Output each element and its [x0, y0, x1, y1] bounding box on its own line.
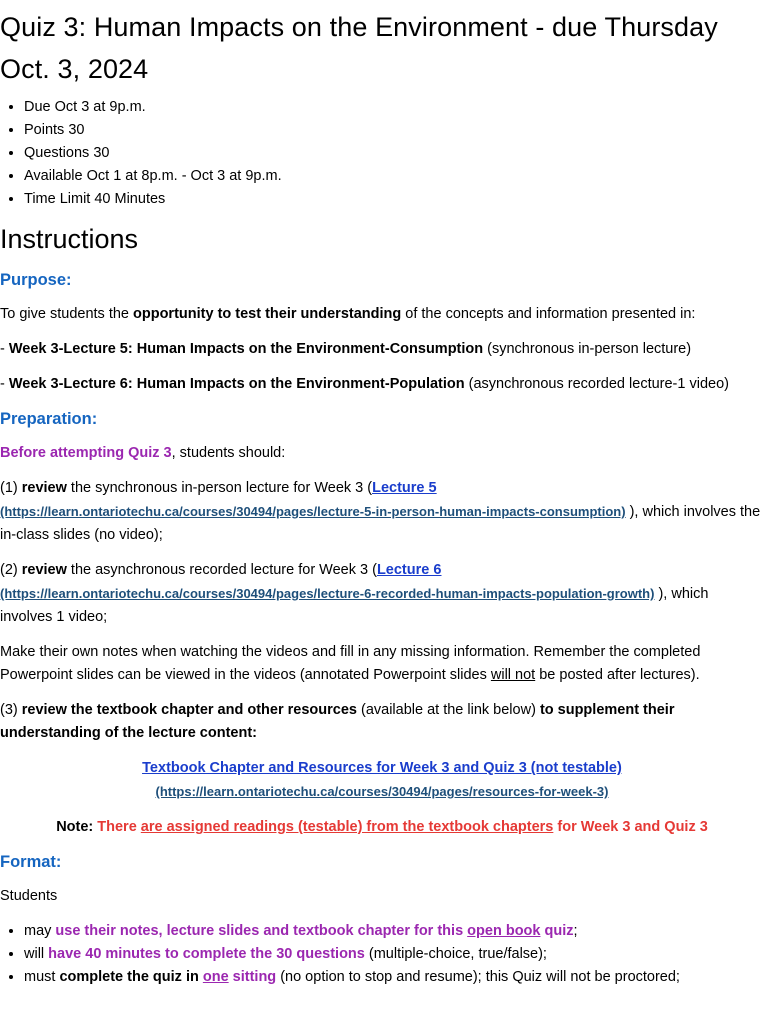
emphasis: complete the quiz in	[59, 969, 203, 985]
purpose-heading: Purpose:	[0, 271, 72, 289]
assigned-readings-note	[0, 816, 764, 839]
text: ;	[573, 923, 578, 939]
text: To give students the	[0, 306, 133, 322]
lecture-type: (asynchronous recorded lecture-1 video)	[464, 376, 729, 392]
preparation-notes	[0, 641, 764, 687]
purpose-intro	[0, 303, 764, 326]
purpose-item-lecture-5	[0, 338, 764, 361]
link-label: Textbook Chapter and Resources for Week 3 and Quiz 3 (not testable)	[142, 760, 622, 776]
text: (multiple-choice, true/false);	[364, 946, 547, 962]
emphasis: Before attempting Quiz 3	[0, 445, 172, 461]
link-label: Lecture 5	[372, 480, 437, 496]
emphasis: review	[21, 480, 67, 496]
text: may	[24, 923, 56, 939]
detail-time-limit: • Time Limit 40 Minutes	[24, 188, 764, 211]
dash: -	[0, 341, 9, 357]
detail-points: • Points 30	[24, 119, 764, 142]
purpose-item-lecture-6	[0, 373, 764, 396]
resources-link-paragraph	[0, 757, 764, 804]
format-item-one-sitting	[24, 966, 764, 989]
step-number: (1)	[0, 480, 22, 496]
emphasis: quiz	[540, 923, 574, 939]
text: the asynchronous recorded lecture for Week 3 (	[66, 562, 377, 578]
quiz-details-list	[0, 96, 764, 211]
detail-due: • Due Oct 3 at 9p.m.	[24, 96, 764, 119]
page-title: Quiz 3: Human Impacts on the Environment - due Thursday Oct. 3, 2024	[0, 12, 718, 84]
note-label: Note:	[56, 819, 98, 835]
preparation-step-3	[0, 699, 764, 745]
text: the synchronous in-person lecture for Week 3 (	[66, 480, 373, 496]
format-students: Students	[0, 888, 58, 904]
text: ), which involves 1 video;	[0, 586, 709, 625]
lecture-title: Week 3-Lecture 5: Human Impacts on the Environment-Consumption	[8, 341, 484, 357]
link-url: (https://learn.ontariotechu.ca/courses/30494/pages/resources-for-week-3)	[155, 784, 609, 799]
emphasis: review the textbook chapter and other resources	[21, 702, 357, 718]
text: will	[24, 946, 49, 962]
text: ), which involves the in-class slides (no video);	[0, 504, 761, 543]
lecture-title: Week 3-Lecture 6: Human Impacts on the Environment-Population	[8, 376, 465, 392]
format-item-time	[24, 943, 764, 966]
text: be posted after lectures).	[535, 667, 700, 683]
step-number: (3)	[0, 702, 22, 718]
emphasis: opportunity to test their understanding	[133, 306, 402, 322]
text: (no option to stop and resume); this Quiz will not be proctored;	[276, 969, 680, 985]
emphasis: sitting	[228, 969, 277, 985]
note-text: There	[97, 819, 141, 835]
note-underlined: are assigned readings (testable) from the textbook chapters	[140, 819, 554, 835]
resources-link[interactable]	[142, 760, 622, 800]
underlined-emphasis: one	[202, 969, 229, 985]
lecture-type: (synchronous in-person lecture)	[483, 341, 692, 357]
format-list	[0, 920, 764, 989]
emphasis: review	[21, 562, 67, 578]
preparation-step-1	[0, 477, 764, 547]
link-url: (https://learn.ontariotechu.ca/courses/30494/pages/lecture-6-recorded-human-impacts-population-growth)	[0, 586, 655, 601]
text: must	[24, 969, 60, 985]
preparation-intro	[0, 442, 764, 465]
step-number: (2)	[0, 562, 22, 578]
underlined-emphasis: open book	[467, 923, 541, 939]
underlined-text: will not	[490, 667, 536, 683]
link-label: Lecture 6	[376, 562, 442, 578]
text: , students should:	[171, 445, 286, 461]
detail-available: • Available Oct 1 at 8p.m. - Oct 3 at 9p.m.	[24, 165, 764, 188]
note-text: for Week 3 and Quiz 3	[553, 819, 708, 835]
instructions-heading: Instructions	[0, 224, 139, 254]
emphasis: use their notes, lecture slides and textbook chapter for this	[55, 923, 468, 939]
preparation-heading: Preparation:	[0, 410, 98, 428]
preparation-step-2	[0, 559, 764, 629]
text: (available at the link below)	[356, 702, 540, 718]
text: Make their own notes when watching the videos and fill in any missing information. Remember the completed Powerpoint slides can be viewed in the videos (annotated Powerpoint slides	[0, 644, 701, 683]
link-url: (https://learn.ontariotechu.ca/courses/30494/pages/lecture-5-in-person-human-impacts-consumption)	[0, 504, 626, 519]
format-heading: Format:	[0, 853, 62, 871]
format-item-open-book	[24, 920, 764, 943]
dash: -	[0, 376, 9, 392]
detail-questions: • Questions 30	[24, 142, 764, 165]
text: of the concepts and information presented in:	[401, 306, 696, 322]
emphasis: to supplement their understanding of the lecture content:	[0, 702, 675, 741]
emphasis: have 40 minutes to complete the 30 questions	[48, 946, 365, 962]
